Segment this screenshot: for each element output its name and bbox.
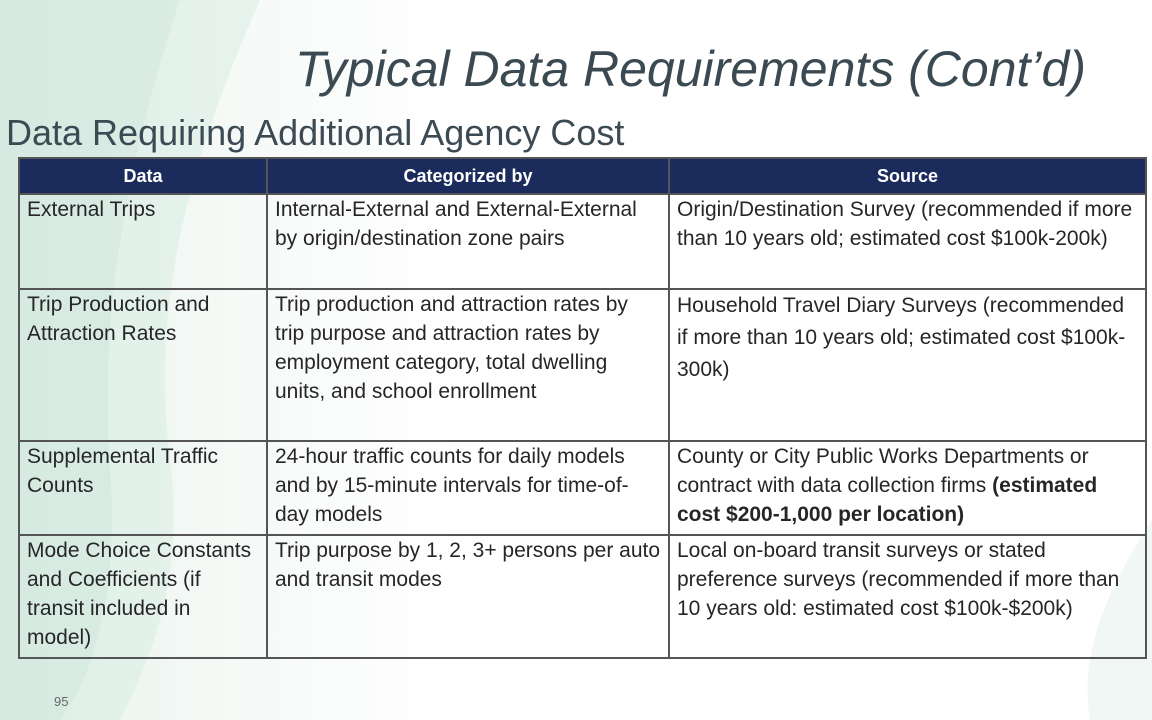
cell-source: [669, 289, 1146, 441]
cell-categorized-by: [267, 289, 669, 441]
table-row: [19, 194, 1146, 289]
cell-text: Trip purpose by 1, 2, 3+ persons per auto and transit modes: [275, 539, 661, 591]
table-row: [19, 441, 1146, 535]
cell-text-bold: (estimated cost $200-1,000 per location): [677, 474, 1098, 526]
cell-source: [669, 441, 1146, 535]
cell-text: Mode Choice Constants and Coefficients (if transit included in model): [27, 539, 252, 649]
page-number: 95: [54, 694, 69, 709]
slide-title: Typical Data Requirements (Cont’d): [294, 41, 1086, 97]
cell-text: 24-hour traffic counts for daily models and by 15-minute intervals for time-of-day models: [275, 445, 629, 526]
column-header-source: Source: [669, 158, 1146, 194]
cell-data: [19, 194, 267, 289]
cell-text: Household Travel Diary Surveys (recommended if more than 10 years old; estimated cost $100k-300k): [677, 294, 1126, 381]
slide-subtitle: Data Requiring Additional Agency Cost: [6, 112, 625, 153]
data-requirements-table: [18, 157, 1147, 659]
cell-text: Trip production and attraction rates by trip purpose and attraction rates by employment category, total dwelling units, and school enrollment: [275, 293, 628, 403]
table-row: [19, 535, 1146, 658]
cell-text: County or City Public Works Departments or contract with data collection firms: [677, 445, 1089, 497]
cell-data: [19, 441, 267, 535]
cell-categorized-by: [267, 441, 669, 535]
cell-categorized-by: [267, 535, 669, 658]
column-header-categorized-by: Categorized by: [267, 158, 669, 194]
cell-data: [19, 289, 267, 441]
cell-text: External Trips: [27, 198, 156, 221]
table-header-row: [19, 158, 1146, 194]
cell-data: [19, 535, 267, 658]
cell-text: Internal-External and External-External by origin/destination zone pairs: [275, 198, 637, 250]
cell-text: Origin/Destination Survey (recommended if more than 10 years old; estimated cost $100k-200k): [677, 198, 1133, 250]
cell-text: Trip Production and Attraction Rates: [27, 293, 210, 345]
column-header-data: Data: [19, 158, 267, 194]
cell-text: Local on-board transit surveys or stated preference surveys (recommended if more than 10 years old: estimated cost $100k-$200k): [677, 539, 1120, 620]
table-row: [19, 289, 1146, 441]
cell-source: [669, 194, 1146, 289]
cell-categorized-by: [267, 194, 669, 289]
data-requirements-table-container: [18, 157, 1145, 657]
cell-text: Supplemental Traffic Counts: [27, 445, 219, 497]
cell-source: [669, 535, 1146, 658]
